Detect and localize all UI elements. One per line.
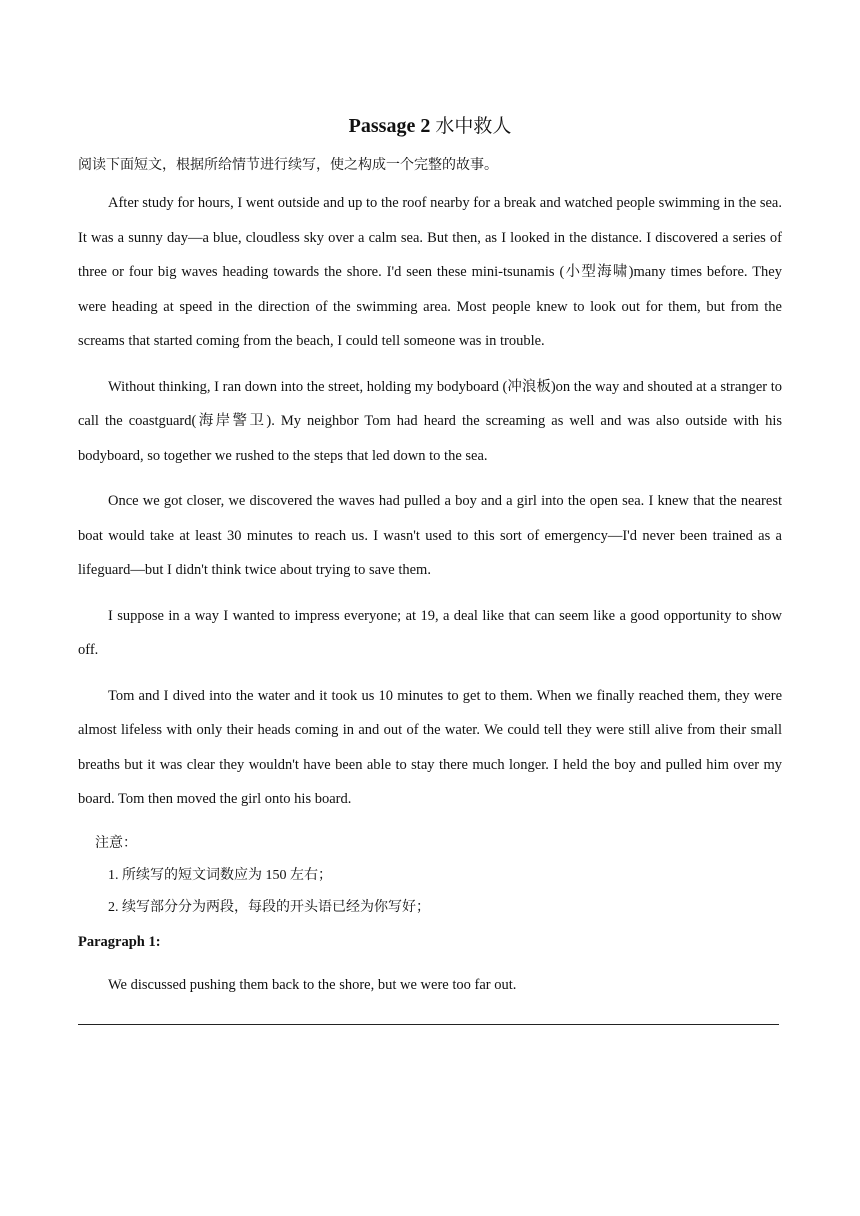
document-page <box>78 112 782 1025</box>
note-item-1: 1. 所续写的短文词数应为 150 左右； <box>108 867 332 883</box>
note-item-2: 2. 续写部分分为两段，每段的开头语已经为你写好； <box>108 899 430 915</box>
notes-section <box>78 828 782 924</box>
story-paragraph-3: Once we got closer, we discovered the waves had pulled a boy and a girl into the open sea. I knew that the nearest boat would take at least 30 minutes to reach us. I wasn't used to this sort of emergency—I'd never been trained as a lifeguard—but I didn't think twice about trying to save them. <box>78 493 782 578</box>
title-chinese: 水中救人 <box>435 115 512 137</box>
story-paragraph-4: I suppose in a way I wanted to impress everyone; at 19, a deal like that can seem like a good opportunity to show off. <box>78 607 782 658</box>
story-paragraph-1: After study for hours, I went outside and up to the roof nearby for a break and watched people swimming in the sea. It was a sunny day—a blue, cloudless sky over a calm sea. But then, as I looked in the distance. I discovered a series of three or four big waves heading towards the shore. I'd seen these mini-tsunamis (小型海啸)many times before. They were heading at speed in the direction of the swimming area. Most people knew to look out for them, but from the screams that started coming from the beach, I could tell someone was in trouble. <box>78 195 782 349</box>
story-paragraph-2: Without thinking, I ran down into the street, holding my bodyboard (冲浪板)on the way and shouted at a stranger to call the coastguard(海岸警卫). My neighbor Tom had heard the screaming as well and was also outside with his bodyboard, so together we rushed to the steps that led down to the sea. <box>78 378 782 464</box>
notes-title: 注意： <box>95 835 137 851</box>
title-english: Passage 2 <box>348 115 431 137</box>
paragraph-1-label: Paragraph 1: <box>78 933 161 950</box>
paragraph-1-opening: We discussed pushing them back to the shore, but we were too far out. <box>108 976 517 993</box>
task-instruction: 阅读下面短文，根据所给情节进行续写，使之构成一个完整的故事。 <box>78 158 498 173</box>
page-title <box>78 112 782 140</box>
answer-writing-line[interactable] <box>78 1024 779 1025</box>
story-paragraph-5: Tom and I dived into the water and it took us 10 minutes to get to them. When we finally reached them, they were almost lifeless with only their heads coming in and out of the water. We could tell they were still alive from their small breaths but it was clear they wouldn't have been able to stay there much longer. I held the boy and pulled him over my board. Tom then moved the girl onto his board. <box>78 687 782 807</box>
